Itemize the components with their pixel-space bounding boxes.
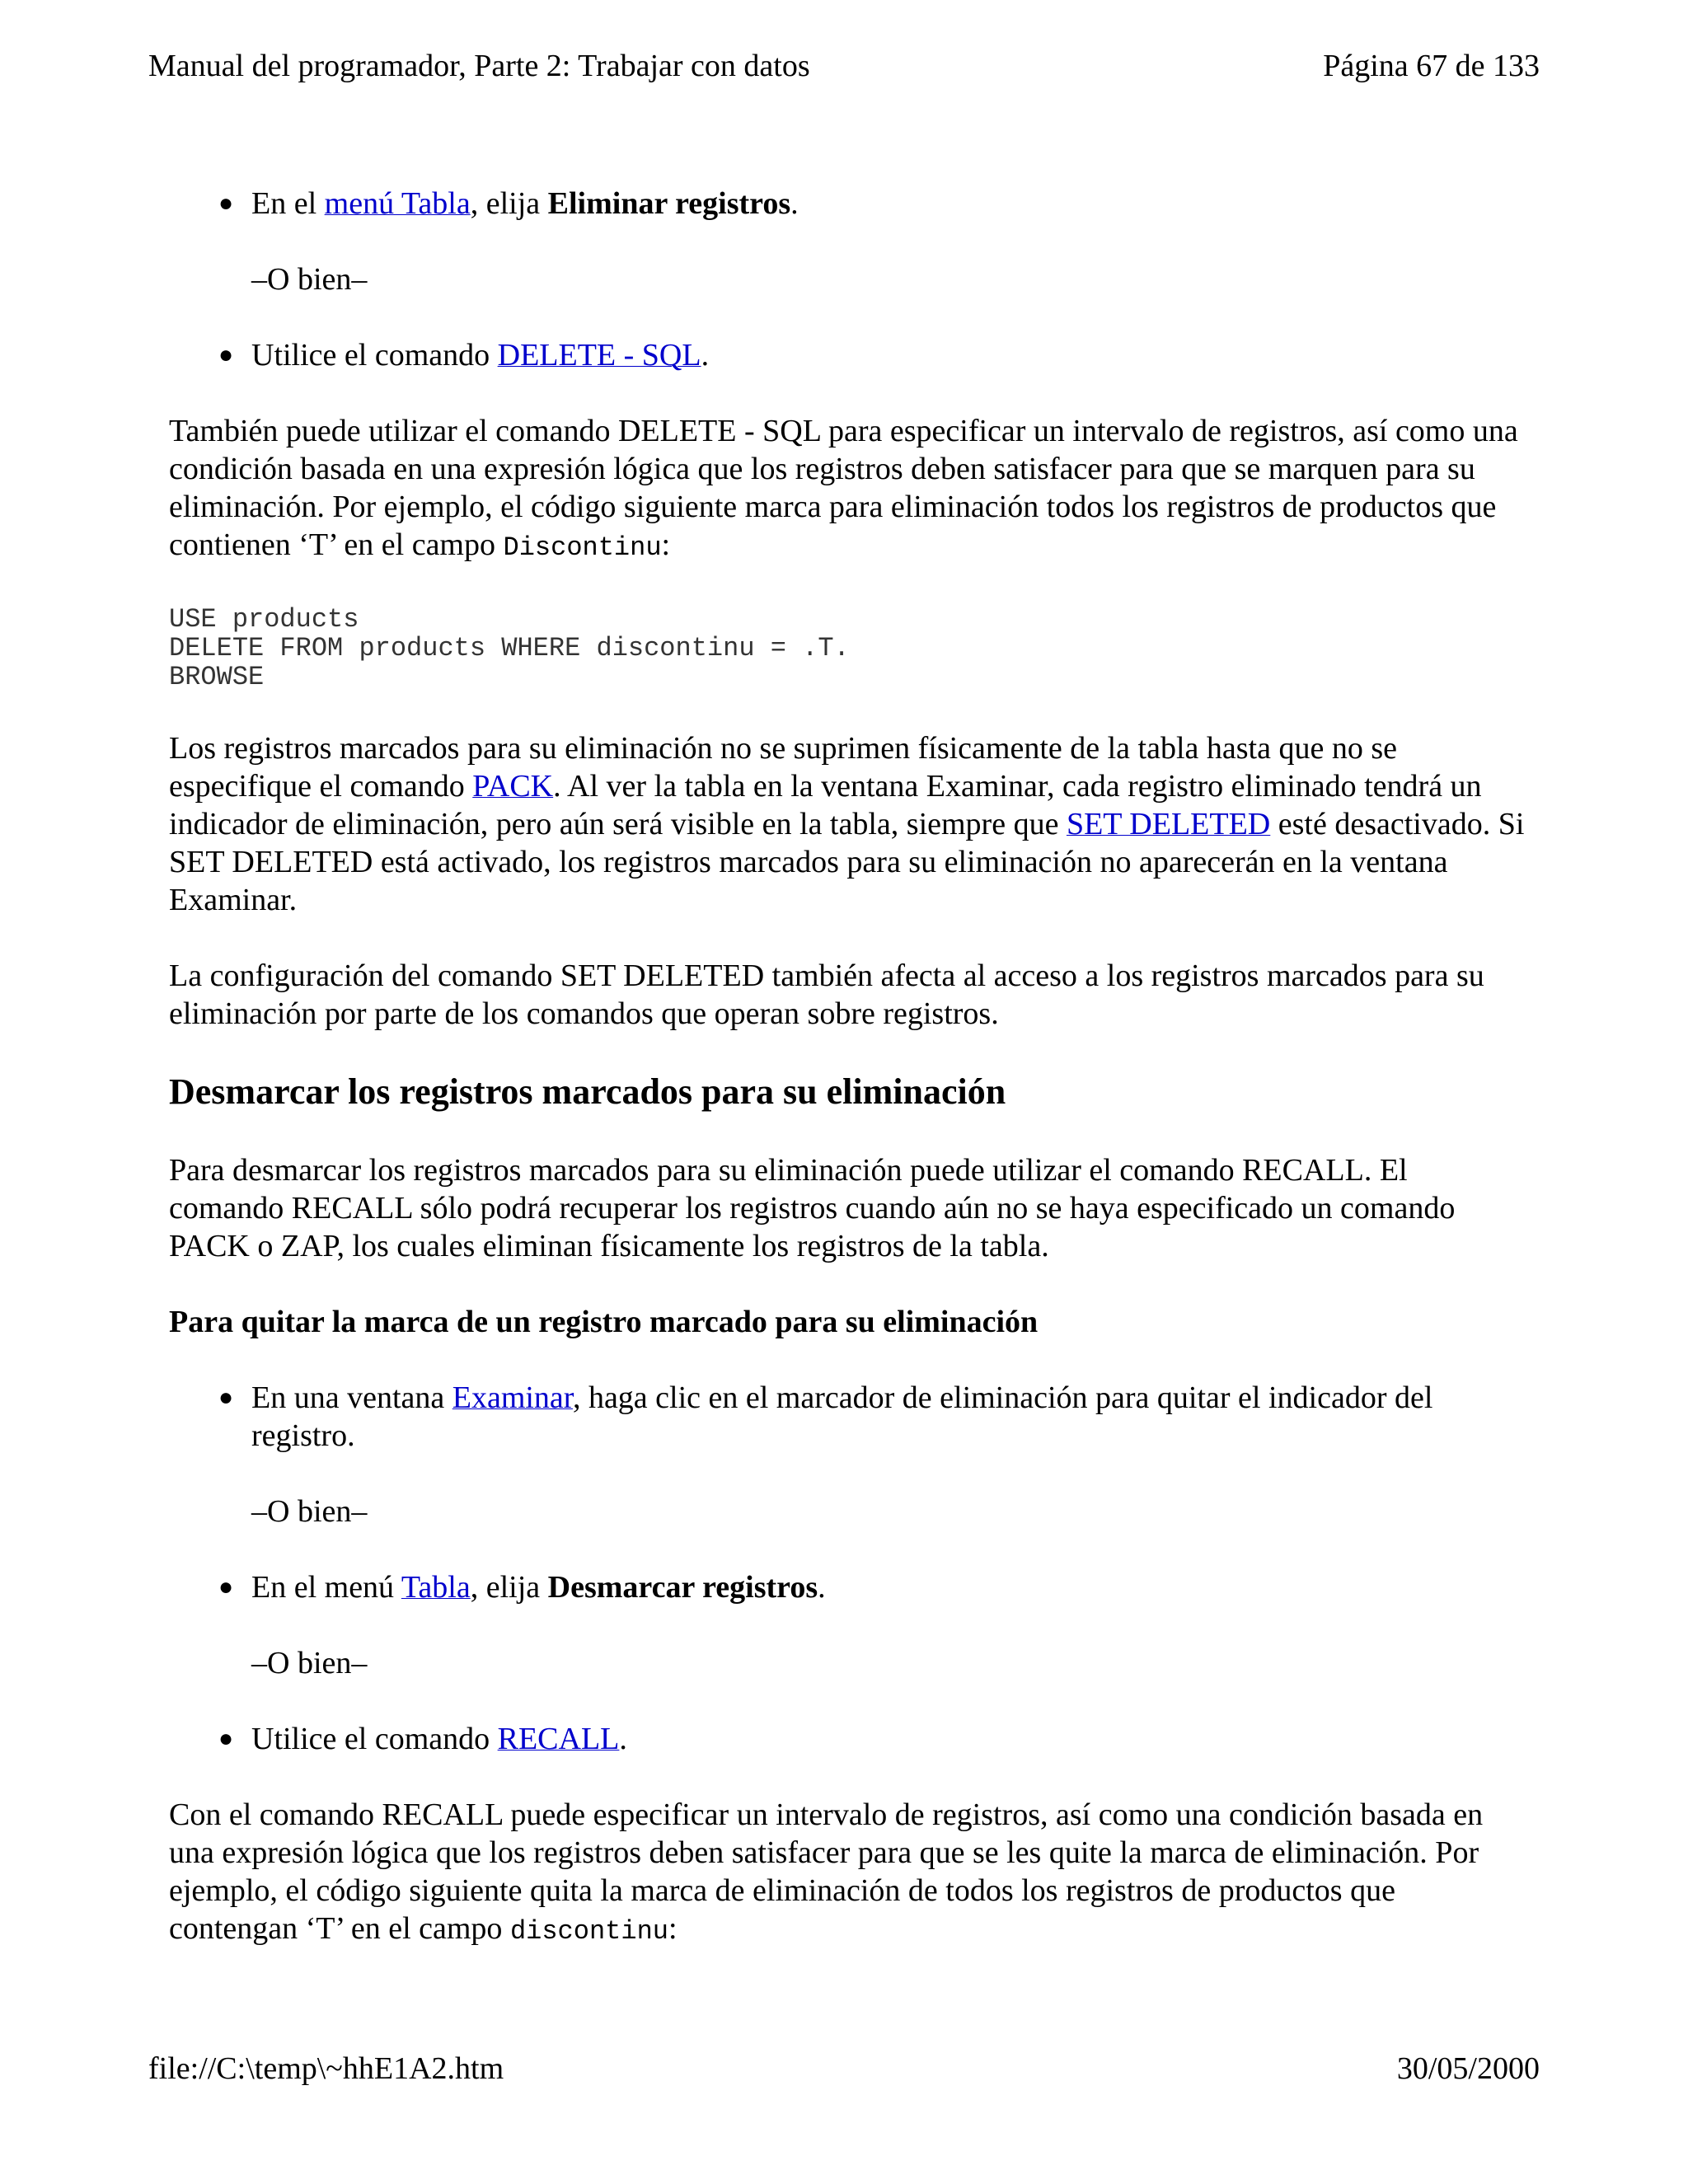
paragraph: También puede utilizar el comando DELETE - SQL para especificar un intervalo de registros, así como una condición basada en una expresión lógica que los registros deben satisfacer para que se marquen para su eliminación. Por ejemplo, el código siguiente marca para eliminación todos los registros de productos que contienen ‘T’ en el campo Discontinu: [169,414,1518,563]
bullet-item: ● En el menú Tabla, elija Desmarcar registros. [218,1570,826,1605]
bold-label: Eliminar registros [547,186,791,221]
paragraph: La configuración del comando SET DELETED también afecta al acceso a los registros marcados para su eliminación por parte de los comandos que operan sobre registros. [169,958,1484,1031]
bullet-item: ● En el menú Tabla, elija Eliminar registros. [218,186,799,221]
inline-code: discontinu [509,1916,668,1947]
or-separator: –O bien– [251,1494,368,1529]
header-page-number: Página 67 de 133 [1323,49,1540,83]
link-pack[interactable]: PACK [472,769,554,804]
link-set-deleted[interactable]: SET DELETED [1066,807,1271,841]
inline-code: Discontinu [503,532,662,563]
document-body [169,185,1529,1989]
link-tabla[interactable]: Tabla [401,1570,471,1605]
bullet-icon: ● [218,1573,234,1601]
procedure-heading: Para quitar la marca de un registro marcado para su eliminación [169,1305,1039,1339]
link-delete-sql[interactable]: DELETE - SQL [497,338,701,373]
section-heading: Desmarcar los registros marcados para su eliminación [169,1071,1006,1112]
footer-file-path: file://C:\temp\~hhE1A2.htm [148,2051,504,2086]
bold-label: Desmarcar registros [547,1570,818,1605]
paragraph: Para desmarcar los registros marcados para su eliminación puede utilizar el comando RECALL. El comando RECALL sólo podrá recuperar los registros cuando aún no se haya especificado un comando PACK o ZAP, los cuales eliminan físicamente los registros de la tabla. [169,1153,1456,1263]
bullet-icon: ● [218,341,234,368]
or-separator: –O bien– [251,1646,368,1680]
link-recall[interactable]: RECALL [497,1722,620,1756]
page-footer [148,2050,1540,2087]
or-separator: –O bien– [251,262,368,297]
bullet-icon: ● [218,190,234,217]
paragraph: Los registros marcados para su eliminación no se suprimen físicamente de la tabla hasta que no se especifique el comando PACK. Al ver la tabla en la ventana Examinar, cada registro eliminado tendrá un indicador de eliminación, pero aún será visible en la tabla, siempre que SET DELETED esté desactivado. Si SET DELETED está activado, los registros marcados para su eliminación no aparecerán en la ventana Examinar. [169,731,1525,917]
bullet-item: ● Utilice el comando RECALL. [218,1722,627,1756]
bullet-item: ● Utilice el comando DELETE - SQL. [218,338,710,373]
footer-date: 30/05/2000 [1396,2051,1540,2086]
paragraph: Con el comando RECALL puede especificar un intervalo de registros, así como una condición basada en una expresión lógica que los registros deben satisfacer para que se les quite la marca de eliminación. Por ejemplo, el código siguiente quita la marca de eliminación de todos los registros de productos que contengan ‘T’ en el campo discontinu: [169,1797,1484,1947]
code-block: USE products DELETE FROM products WHERE discontinu = .T. BROWSE [169,604,850,692]
link-menu-tabla[interactable]: menú Tabla [324,186,471,221]
link-examinar[interactable]: Examinar [452,1380,573,1415]
header-title: Manual del programador, Parte 2: Trabajar con datos [148,49,810,83]
bullet-icon: ● [218,1725,234,1752]
bullet-icon: ● [218,1384,234,1411]
page-header [148,48,1540,84]
bullet-item: ● En una ventana Examinar, haga clic en el marcador de eliminación para quitar el indicador del registro. [218,1380,1433,1453]
